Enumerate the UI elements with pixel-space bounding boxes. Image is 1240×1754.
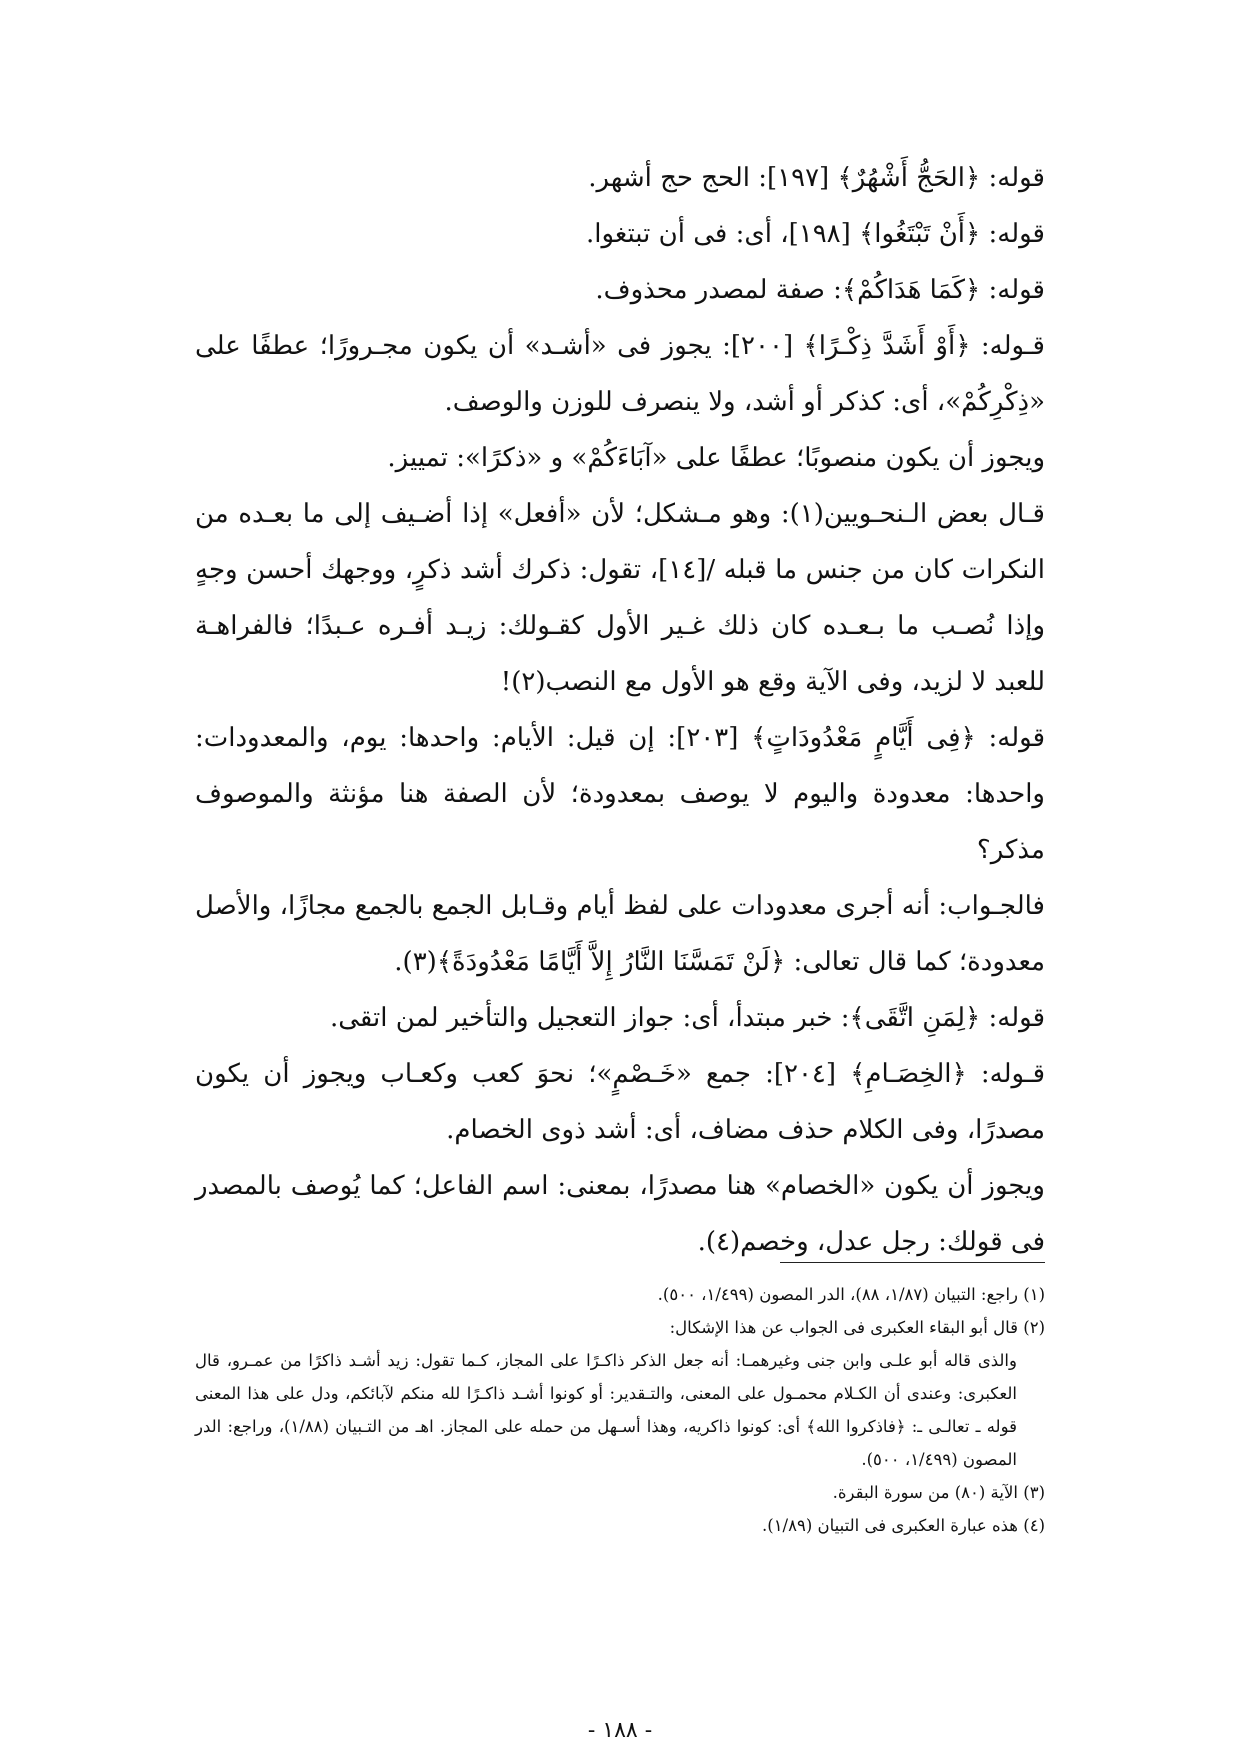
paragraph: قـوله: ﴿الخِصَـامِ﴾ [٢٠٤]: جمع «خَـصْمٍ»؛ نحوَ كعب وكعـاب ويجوز أن يكون مصدرًا، وفى الكلام حذف مضاف، أى: أشد ذوى الخصام. [195,1059,1045,1145]
footnote: (١) راجع: التبيان (١/٨٧، ٨٨)، الدر المصون (١/٤٩٩، ٥٠٠). [657,1285,1045,1304]
paragraph: قوله: ﴿كَمَا هَدَاكُمْ﴾: صفة لمصدر محذوف. [595,275,1045,305]
paragraph: ويجوز أن يكون منصوبًا؛ عطفًا على «آبَاءَكُمْ» و «ذكرًا»: تمييز. [387,443,1045,473]
paragraph: ويجوز أن يكون «الخصام» هنا مصدرًا، بمعنى: اسم الفاعل؛ كما يُوصف بالمصدر فى قولك: رجل عدل، وخصم(٤). [195,1171,1045,1257]
page-number: - ١٨٨ - [587,1718,653,1743]
paragraph: قوله: ﴿الحَجُّ أَشْهُرٌ﴾ [١٩٧]: الحج حج أشهر. [588,163,1045,193]
paragraph: قوله: ﴿أَنْ تَبْتَغُوا﴾ [١٩٨]، أى: فى أن تبتغوا. [586,219,1045,249]
footnote-continuation: والذى قاله أبو علـى وابن جنى وغيرهمـا: أنه جعل الذكر ذاكـرًا على المجاز، كـما تقول: زيد أشـد ذاكرًا من عمـرو، قال العكبرى: وعندى أن الكـلام محمـول على المعنى، والتـقدير: أو كونوا أشـد ذاكـرًا لله منكم لآبائكم، ودل على هذا المعنى قوله ـ تعالـى ـ: ﴿فاذكروا الله﴾ أى: كونوا ذاكريه، وهذا أسـهل من حمله على المجاز. اهـ من التـبيان (١/٨٨)، وراجع: الدر المصون (١/٤٩٩، ٥٠٠). [195,1351,1017,1469]
paragraph: قـوله: ﴿أَوْ أَشَدَّ ذِكْـرًا﴾ [٢٠٠]: يجوز فى «أشـد» أن يكون مجـرورًا؛ عطفًا على «ذِكْرِكُمْ»، أى: كذكر أو أشد، ولا ينصرف للوزن والوصف. [195,331,1045,417]
footnotes [195,1278,1045,1542]
footnote: (٢) قال أبو البقاء العكبرى فى الجواب عن هذا الإشكال: [669,1318,1045,1337]
footnote-separator [780,1262,1045,1263]
paragraph: قـال بعض الـنحـويين(١): وهو مـشكل؛ لأن «أفعل» إذا أضـيف إلى ما بعـده من النكرات كان من جنس ما قبله /[١٤]، تقول: ذكرك أشد ذكرٍ، ووجهك أحسن وجهٍ وإذا نُصـب ما بـعـده كان ذلك غـير الأول كقـولك: زيـد أفـره عـبدًا؛ فالفراهـة للعبد لا لزيد، وفى الآية وقع هو الأول مع النصب(٢)! [195,499,1046,697]
paragraph: قوله: ﴿لِمَنِ اتَّقَى﴾: خبر مبتدأ، أى: جواز التعجيل والتأخير لمن اتقى. [329,1003,1045,1033]
paragraph: قوله: ﴿فِى أَيَّامٍ مَعْدُودَاتٍ﴾ [٢٠٣]: إن قيل: الأيام: واحدها: يوم، والمعدودات: واحدها: معدودة واليوم لا يوصف بمعدودة؛ لأن الصفة هنا مؤنثة والموصوف مذكر؟ [195,723,1045,865]
footnote: (٤) هذه عبارة العكبرى فى التبيان (١/٨٩). [762,1516,1045,1535]
main-text [195,150,1045,1270]
paragraph: فالجـواب: أنه أجرى معدودات على لفظ أيام وقـابل الجمع بالجمع مجازًا، والأصل معدودة؛ كما قال تعالى: ﴿لَنْ تَمَسَّنَا النَّارُ إِلاَّ أَيَّامًا مَعْدُودَةً﴾(٣). [194,891,1045,977]
footnote: (٣) الآية (٨٠) من سورة البقرة. [832,1483,1045,1502]
